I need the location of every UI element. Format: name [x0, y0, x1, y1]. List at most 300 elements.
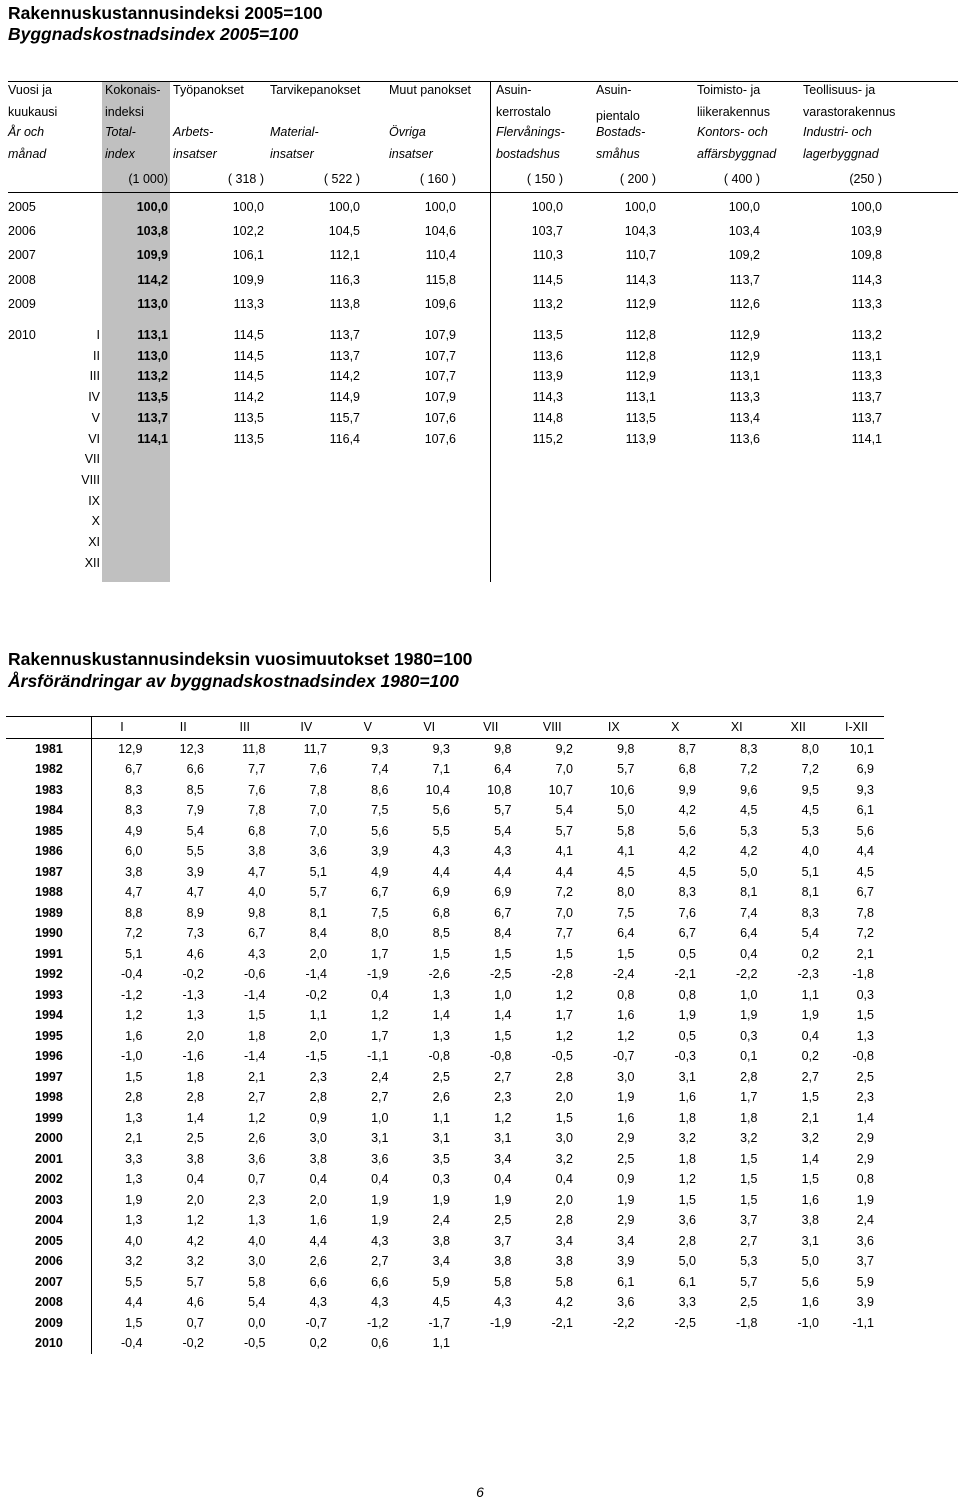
change-value: 3,6 [617, 1295, 635, 1310]
header-3-sv2: insatser [270, 147, 314, 161]
change-value: 1,0 [494, 987, 512, 1002]
header-weight-6: ( 200 ) [619, 172, 656, 186]
table-row [6, 738, 884, 759]
header-0-fi1: Vuosi ja [8, 83, 53, 97]
row-year: 1987 [6, 862, 91, 883]
table-row [6, 985, 884, 1006]
header-weight-4: ( 160 ) [419, 172, 456, 186]
change-value: 8,3 [125, 803, 143, 818]
row-year: 1989 [6, 903, 91, 924]
change-value: 2,7 [371, 1090, 389, 1105]
change-value: 3,0 [555, 1131, 573, 1146]
month-value: 113,5 [233, 431, 264, 446]
change-value: 7,5 [617, 905, 635, 920]
month-label-XII: XII [84, 555, 100, 570]
change-value: 1,3 [125, 1172, 143, 1187]
header-2-fi1: Työpanokset [173, 83, 244, 97]
change-value: 5,1 [309, 864, 327, 879]
column-header-iii: III [214, 717, 276, 739]
change-value: 1,2 [125, 1008, 143, 1023]
table2-title-fi: Rakennuskustannusindeksin vuosimuutokset 1980=100 [8, 649, 473, 669]
change-value: 3,0 [617, 1069, 635, 1084]
change-value: 3,1 [432, 1131, 450, 1146]
change-value [829, 1333, 884, 1354]
change-value: 1,3 [248, 1213, 266, 1228]
change-value: 7,0 [555, 762, 573, 777]
change-value: 1,5 [856, 1008, 874, 1023]
change-value: 3,9 [856, 1295, 874, 1310]
change-value: 3,4 [432, 1254, 450, 1269]
change-value: 6,9 [494, 885, 512, 900]
change-value: -1,0 [120, 1049, 143, 1064]
change-value: 4,1 [617, 844, 635, 859]
month-value: 107,7 [424, 369, 456, 384]
header-8-fi1: Teollisuus- ja [803, 83, 876, 97]
header-5-fi1: Asuin- [496, 83, 532, 97]
change-value: 8,0 [617, 885, 635, 900]
change-value: 3,8 [186, 1151, 204, 1166]
change-value: 1,2 [371, 1008, 389, 1023]
annual-value: 109,6 [424, 297, 456, 311]
month-value: 113,7 [851, 390, 882, 405]
change-value: 3,3 [678, 1295, 696, 1310]
annual-value: 113,3 [851, 297, 882, 311]
month-value: 113,7 [851, 410, 882, 425]
change-value: 4,6 [186, 946, 204, 961]
table-row [6, 1292, 884, 1313]
annual-value: 103,7 [531, 224, 563, 238]
change-value: -1,9 [489, 1315, 512, 1330]
annual-value: 100,0 [531, 200, 563, 214]
header-1-sv2: index [105, 147, 135, 161]
change-value: 0,4 [371, 987, 389, 1002]
change-value: 9,6 [740, 782, 758, 797]
month-value: 113,5 [625, 410, 656, 425]
change-value: 8,3 [801, 905, 819, 920]
change-value: 1,4 [186, 1110, 204, 1125]
row-year: 1999 [6, 1108, 91, 1129]
row-year: 2009 [6, 1313, 91, 1334]
change-value: -1,4 [305, 967, 327, 982]
change-value: 2,5 [740, 1295, 758, 1310]
change-value: 1,4 [856, 1110, 874, 1125]
month-value: 113,7 [329, 328, 360, 342]
change-value: 3,9 [371, 844, 389, 859]
change-value: 6,9 [432, 885, 450, 900]
annual-value: 109,9 [232, 273, 264, 287]
header-5-fi2: kerrostalo [496, 105, 551, 119]
change-value: 7,8 [309, 782, 327, 797]
change-value: 1,6 [617, 1008, 635, 1023]
month-value: 107,9 [424, 328, 456, 342]
change-value: 1,9 [617, 1090, 635, 1105]
change-value: -0,2 [305, 987, 327, 1002]
column-header-xi: XI [706, 717, 768, 739]
table-row [6, 1108, 884, 1129]
change-value: 2,5 [186, 1131, 204, 1146]
change-value: -2,8 [551, 967, 573, 982]
table1-group-divider [490, 82, 491, 582]
change-value: -0,8 [852, 1049, 874, 1064]
table1-title-fi: Rakennuskustannusindeksi 2005=100 [8, 3, 323, 23]
month-value: 113,0 [137, 348, 168, 363]
change-value: 4,7 [186, 885, 204, 900]
change-value: 7,1 [432, 762, 450, 777]
table-row [6, 1210, 884, 1231]
change-value: -0,5 [551, 1049, 573, 1064]
change-value: 8,4 [309, 926, 327, 941]
header-weight-7: ( 400 ) [723, 172, 760, 186]
change-value: 2,5 [617, 1151, 635, 1166]
change-value: 2,0 [555, 1090, 573, 1105]
change-value: 0,3 [856, 987, 874, 1002]
header-5-sv1: Flervånings- [496, 125, 565, 139]
change-value: -1,0 [797, 1315, 819, 1330]
change-value: 6,6 [186, 762, 204, 777]
row-year: 2001 [6, 1149, 91, 1170]
change-value: 1,7 [371, 946, 389, 961]
annual-value: 100,0 [136, 200, 168, 214]
change-value: 5,1 [801, 864, 819, 879]
change-value: 3,1 [494, 1131, 512, 1146]
annual-value: 114,3 [851, 273, 882, 287]
annual-value: 102,2 [232, 224, 264, 238]
header-weight-2: ( 318 ) [227, 172, 264, 186]
change-value: 1,4 [801, 1151, 819, 1166]
change-value: 8,5 [186, 782, 204, 797]
month-value: 114,5 [233, 369, 264, 384]
change-value: 0,9 [617, 1172, 635, 1187]
change-value: 9,3 [432, 741, 450, 756]
change-value: 4,9 [371, 864, 389, 879]
month-label-II: II [93, 348, 100, 363]
change-value: 5,7 [309, 885, 327, 900]
annual-value: 100,0 [328, 200, 360, 214]
table-row [6, 759, 884, 780]
change-value: 2,6 [309, 1254, 327, 1269]
change-value: 5,4 [494, 823, 512, 838]
change-value: -1,4 [243, 987, 266, 1002]
change-value: 4,3 [371, 1233, 389, 1248]
change-value: 7,3 [186, 926, 204, 941]
change-value: 2,5 [856, 1069, 874, 1084]
change-value: 3,3 [125, 1151, 143, 1166]
change-value: 5,3 [740, 823, 758, 838]
change-value: -2,4 [612, 967, 635, 982]
header-0-sv2: månad [8, 147, 47, 161]
change-value: 1,6 [801, 1192, 819, 1207]
change-value: 0,5 [678, 1028, 696, 1043]
month-value: 113,7 [137, 410, 168, 425]
row-year: 1998 [6, 1087, 91, 1108]
change-value: 1,5 [125, 1069, 143, 1084]
change-value: -1,1 [852, 1315, 874, 1330]
change-value: 0,7 [248, 1172, 266, 1187]
change-value: 6,4 [617, 926, 635, 941]
column-header-x: X [645, 717, 707, 739]
change-value: 0,4 [371, 1172, 389, 1187]
table1-header-rule [8, 192, 958, 193]
month-value: 113,3 [851, 369, 882, 384]
annual-value: 106,1 [232, 248, 264, 262]
annual-change-header-row [6, 717, 884, 739]
table-row [6, 944, 884, 965]
month-value: 113,5 [137, 390, 168, 405]
header-4-sv2: insatser [389, 147, 433, 161]
change-value: 5,0 [678, 1254, 696, 1269]
month-value: 113,3 [729, 390, 760, 405]
row-year: 1981 [6, 738, 91, 759]
change-value: 0,7 [186, 1315, 204, 1330]
change-value: 7,7 [555, 926, 573, 941]
change-value: -2,1 [674, 967, 696, 982]
change-value: -0,4 [120, 1336, 143, 1351]
change-value: 3,6 [678, 1213, 696, 1228]
row-year: 2010 [6, 1333, 91, 1354]
table-row [6, 1231, 884, 1252]
annual-value: 100,0 [232, 200, 264, 214]
month-value: 113,5 [233, 410, 264, 425]
table-row [6, 1169, 884, 1190]
change-value: 0,2 [801, 1049, 819, 1064]
change-value: 9,8 [248, 905, 266, 920]
annual-value: 112,6 [729, 297, 760, 311]
header-3-fi1: Tarvikepanokset [270, 83, 361, 97]
change-value: 5,6 [856, 823, 874, 838]
change-value: 4,9 [125, 823, 143, 838]
change-value: 4,0 [125, 1233, 143, 1248]
row-year: 2008 [6, 1292, 91, 1313]
change-value: 3,2 [125, 1254, 143, 1269]
month-value: 114,8 [532, 410, 563, 425]
change-value: 5,1 [125, 946, 143, 961]
change-value: 6,7 [371, 885, 389, 900]
change-value: 4,5 [801, 803, 819, 818]
change-value: 1,5 [432, 946, 450, 961]
table-row [6, 1026, 884, 1047]
change-value: 1,3 [432, 987, 450, 1002]
change-value: 1,9 [494, 1192, 512, 1207]
header-0-sv1: År och [8, 125, 45, 139]
change-value: 6,6 [309, 1274, 327, 1289]
month-value: 114,2 [233, 390, 264, 405]
change-value: 1,2 [555, 1028, 573, 1043]
month-value: 107,6 [424, 431, 456, 446]
change-value: -1,7 [428, 1315, 450, 1330]
change-value: 1,6 [678, 1090, 696, 1105]
change-value: -1,8 [852, 967, 874, 982]
change-value: 12,3 [179, 741, 204, 756]
header-weight-1: (1 000) [128, 172, 168, 186]
change-value: 5,4 [801, 926, 819, 941]
header-6-fi2: pientalo [596, 109, 640, 123]
change-value: 7,6 [248, 782, 266, 797]
change-value: 1,5 [740, 1151, 758, 1166]
change-value: 0,8 [856, 1172, 874, 1187]
change-value: 6,7 [125, 762, 143, 777]
annual-value: 113,2 [532, 297, 563, 311]
change-value: -1,3 [182, 987, 204, 1002]
table-row [6, 780, 884, 801]
annual-value: 114,2 [137, 273, 168, 287]
page-number: 6 [476, 1484, 484, 1500]
row-year: 1995 [6, 1026, 91, 1047]
header-7-sv2: affärsbyggnad [697, 147, 777, 161]
annual-value: 104,3 [624, 224, 656, 238]
change-value: 2,4 [432, 1213, 450, 1228]
change-value: 3,8 [125, 864, 143, 879]
change-value: 7,0 [309, 823, 327, 838]
month-label-I: I [96, 328, 100, 342]
month-label-V: V [91, 410, 100, 425]
change-value: 3,8 [432, 1233, 450, 1248]
change-value: 5,5 [186, 844, 204, 859]
change-value: 2,7 [371, 1254, 389, 1269]
change-value: 8,1 [801, 885, 819, 900]
change-value: 4,3 [371, 1295, 389, 1310]
change-value: 7,4 [371, 762, 389, 777]
row-year: 2004 [6, 1210, 91, 1231]
change-value: 1,9 [371, 1213, 389, 1228]
change-value: 4,4 [555, 864, 573, 879]
change-value [583, 1333, 645, 1354]
month-value: 112,8 [625, 328, 656, 342]
change-value: 1,5 [248, 1008, 266, 1023]
change-value: 0,4 [494, 1172, 512, 1187]
annual-year-2009: 2009 [8, 297, 36, 311]
change-value: 1,9 [801, 1008, 819, 1023]
change-value: 1,3 [432, 1028, 450, 1043]
change-value: 2,8 [678, 1233, 696, 1248]
table-row [6, 1272, 884, 1293]
change-value: -1,2 [366, 1315, 389, 1330]
change-value: 7,5 [371, 803, 389, 818]
change-value: 4,6 [186, 1295, 204, 1310]
change-value: 7,2 [555, 885, 573, 900]
table-row [6, 1251, 884, 1272]
month-label-X: X [91, 514, 100, 529]
change-value: 1,9 [432, 1192, 450, 1207]
month-value: 107,6 [424, 410, 456, 425]
change-value: 4,4 [125, 1295, 143, 1310]
header-4-fi1: Muut panokset [389, 83, 471, 97]
change-value: 3,1 [371, 1131, 389, 1146]
change-value: 2,7 [801, 1069, 819, 1084]
change-value: 3,2 [740, 1131, 758, 1146]
annual-value: 104,6 [424, 224, 456, 238]
change-value: 4,2 [678, 844, 696, 859]
month-value: 113,2 [851, 328, 882, 342]
change-value: 3,9 [186, 864, 204, 879]
change-value: 5,3 [801, 823, 819, 838]
change-value: 2,1 [801, 1110, 819, 1125]
change-value: 2,9 [617, 1131, 635, 1146]
change-value: 6,7 [678, 926, 696, 941]
month-label-XI: XI [88, 535, 100, 549]
header-weight-5: ( 150 ) [526, 172, 563, 186]
month-value: 113,1 [137, 328, 168, 342]
change-value: 10,8 [487, 782, 512, 797]
table-row [6, 1087, 884, 1108]
change-value: 5,4 [186, 823, 204, 838]
month-value: 113,2 [137, 369, 168, 384]
column-header-ii: II [153, 717, 215, 739]
change-value: 7,0 [309, 803, 327, 818]
change-value: 1,6 [801, 1295, 819, 1310]
change-value: 7,6 [678, 905, 696, 920]
change-value: -2,2 [735, 967, 758, 982]
annual-value: 110,3 [532, 248, 563, 262]
change-value: 1,3 [186, 1008, 204, 1023]
month-value: 114,5 [233, 348, 264, 363]
change-value: 1,9 [125, 1192, 143, 1207]
month-value: 112,8 [625, 348, 656, 363]
change-value: 2,8 [125, 1090, 143, 1105]
change-value: 5,9 [432, 1274, 450, 1289]
annual-value: 100,0 [424, 200, 456, 214]
header-corner [6, 717, 91, 739]
change-value: 9,8 [617, 741, 635, 756]
change-value: 4,2 [555, 1295, 573, 1310]
annual-value: 112,1 [329, 248, 360, 262]
header-7-sv1: Kontors- och [697, 125, 768, 139]
table-row [6, 862, 884, 883]
month-value: 113,6 [729, 431, 760, 446]
header-5-sv2: bostadshus [496, 147, 560, 161]
change-value [460, 1333, 522, 1354]
change-value: 3,8 [555, 1254, 573, 1269]
row-year: 1993 [6, 985, 91, 1006]
change-value: 5,7 [186, 1274, 204, 1289]
change-value: 8,8 [125, 905, 143, 920]
row-year: 1982 [6, 759, 91, 780]
table-row [6, 1128, 884, 1149]
change-value: 5,7 [555, 823, 573, 838]
change-value: 3,6 [371, 1151, 389, 1166]
table-row [6, 821, 884, 842]
change-value: 4,3 [309, 1295, 327, 1310]
change-value: 3,6 [309, 844, 327, 859]
change-value: 8,3 [678, 885, 696, 900]
month-value: 115,7 [329, 410, 360, 425]
column-header-i: I [91, 717, 153, 739]
header-4-sv1: Övriga [389, 125, 426, 139]
change-value: 10,1 [849, 741, 874, 756]
table-row [6, 964, 884, 985]
change-value: 1,1 [432, 1110, 450, 1125]
annual-value: 115,8 [425, 273, 456, 287]
row-year: 2007 [6, 1272, 91, 1293]
change-value: 7,2 [125, 926, 143, 941]
annual-value: 114,5 [532, 273, 563, 287]
annual-value: 109,2 [728, 248, 760, 262]
change-value: 4,7 [248, 864, 266, 879]
change-value: 2,1 [248, 1069, 266, 1084]
change-value: 1,5 [678, 1192, 696, 1207]
change-value: 0,1 [740, 1049, 758, 1064]
change-value: 6,8 [678, 762, 696, 777]
change-value: 1,9 [856, 1192, 874, 1207]
month-label-VII: VII [84, 452, 100, 467]
row-year: 1994 [6, 1005, 91, 1026]
month-value: 107,9 [424, 390, 456, 405]
change-value: 3,8 [309, 1151, 327, 1166]
annual-year-2005: 2005 [8, 200, 36, 214]
change-value: 9,5 [801, 782, 819, 797]
header-8-fi2: varastorakennus [803, 105, 896, 119]
table-row [6, 1067, 884, 1088]
change-value: 7,8 [856, 905, 874, 920]
